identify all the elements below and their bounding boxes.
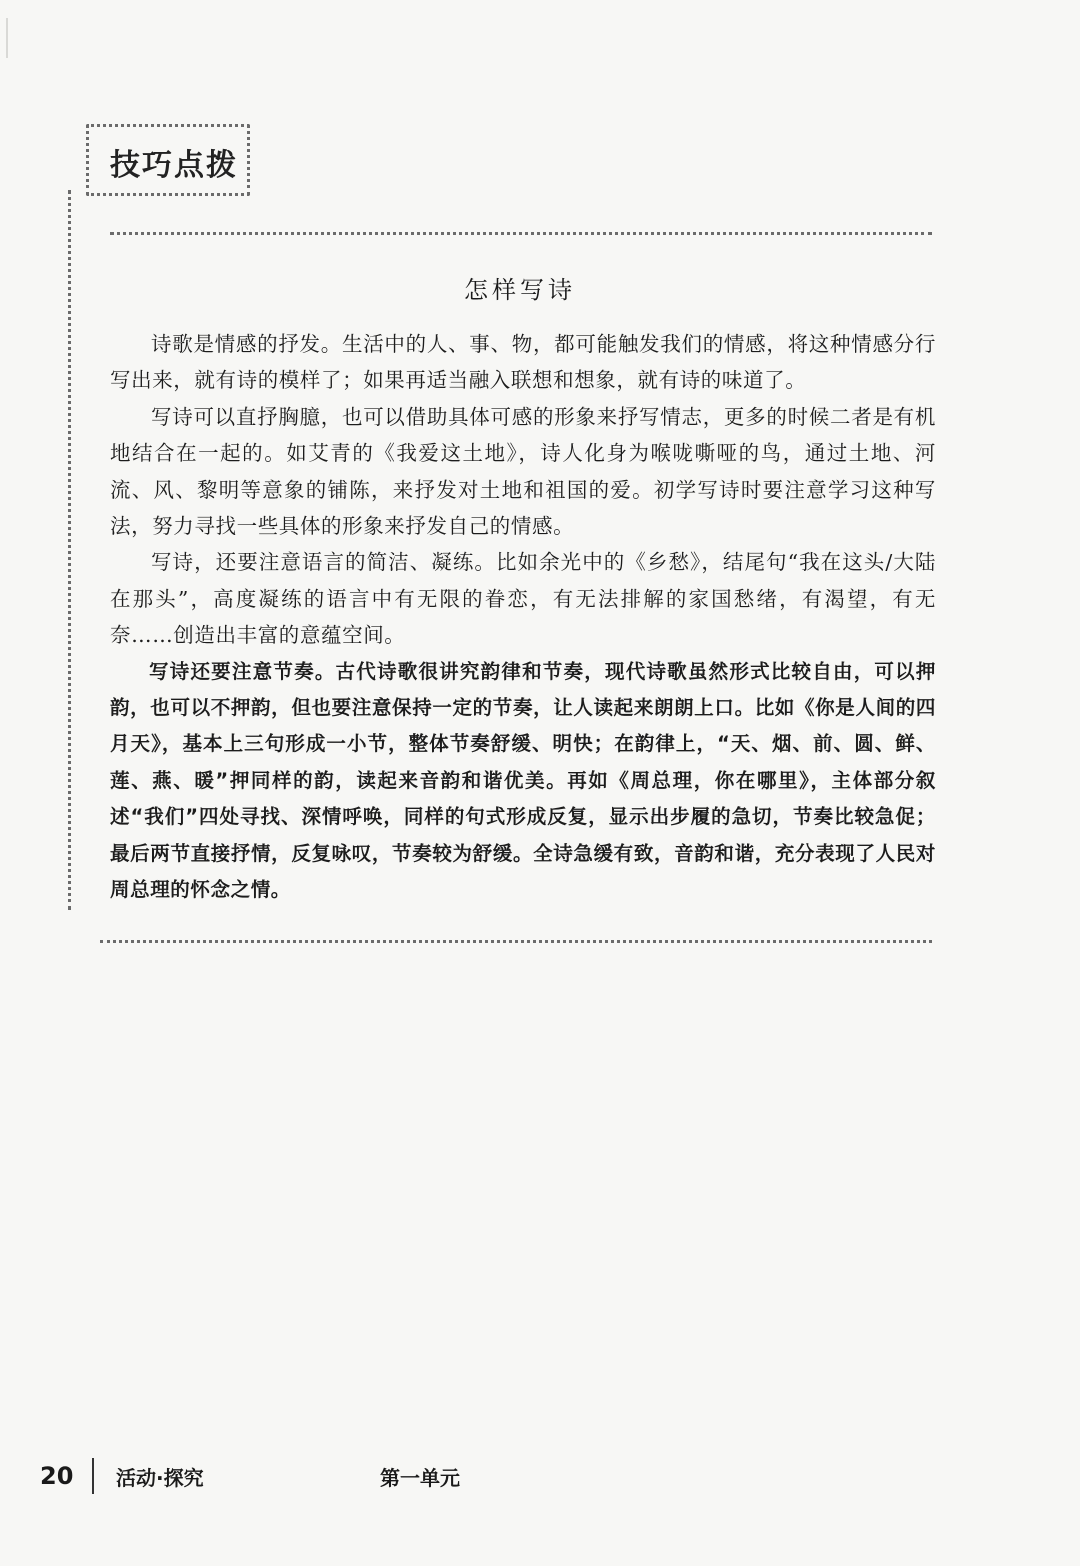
page-footer xyxy=(0,1458,1080,1498)
page-number: 20 xyxy=(40,1462,74,1490)
paragraph-3: 写诗，还要注意语言的简洁、凝练。比如余光中的《乡愁》，结尾句“我在这头/大陆在那头”，高度凝练的语言中有无限的眷恋，有无法排解的家国愁绪，有渴望，有无奈……创造出丰富的意蕴空间。 xyxy=(110,550,936,648)
top-dotted-rule xyxy=(110,232,932,235)
footer-section-label: 活动·探究 xyxy=(116,1466,204,1490)
page-edge-shadow xyxy=(6,18,8,58)
article-body xyxy=(110,326,936,909)
footer-separator xyxy=(92,1458,94,1494)
footer-unit-label: 第一单元 xyxy=(380,1466,460,1490)
paragraph-1: 诗歌是情感的抒发。生活中的人、事、物，都可能触发我们的情感，将这种情感分行写出来，就有诗的模样了；如果再适当融入联想和想象，就有诗的味道了。 xyxy=(110,332,936,393)
paragraph-4: 写诗还要注意节奏。古代诗歌很讲究韵律和节奏，现代诗歌虽然形式比较自由，可以押韵，也可以不押韵，但也要注意保持一定的节奏，让人读起来朗朗上口。比如《你是人间的四月天》，基本上三句形成一小节，整体节奏舒缓、明快；在韵律上，“天、烟、前、圆、鲜、莲、燕、暖”押同样的韵，读起来音韵和谐优美。再如《周总理，你在哪里》，主体部分叙述“我们”四处寻找、深情呼唤，同样的句式形成反复，显示出步履的急切，节奏比较急促；最后两节直接抒情，反复咏叹，节奏较为舒缓。全诗急缓有致，音韵和谐，充分表现了人民对周总理的怀念之情。 xyxy=(110,659,936,902)
paragraph-2: 写诗可以直抒胸臆，也可以借助具体可感的形象来抒写情志，更多的时候二者是有机地结合在一起的。如艾青的《我爱这土地》，诗人化身为喉咙嘶哑的鸟，通过土地、河流、风、黎明等意象的铺陈，来抒发对土地和祖国的爱。初学写诗时要注意学习这种写法，努力寻找一些具体的形象来抒发自己的情感。 xyxy=(110,404,936,539)
article-title: 怎样写诗 xyxy=(464,276,576,304)
section-header-title: 技巧点拨 xyxy=(110,148,238,183)
bottom-dotted-rule xyxy=(100,940,932,943)
